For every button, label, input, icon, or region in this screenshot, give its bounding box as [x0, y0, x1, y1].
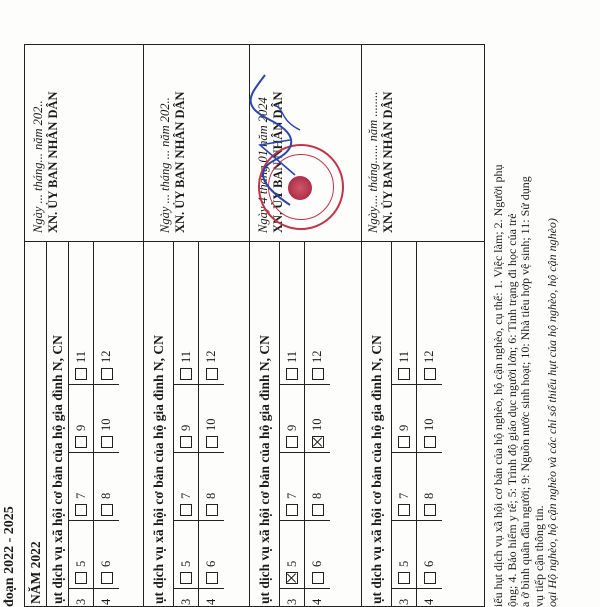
indicator-checkbox[interactable] — [398, 368, 410, 380]
indicator-number: 8 — [310, 492, 324, 499]
indicator-checkbox[interactable] — [206, 436, 218, 448]
indicator-checkbox[interactable] — [101, 504, 113, 516]
indicator-number: 7 — [178, 492, 193, 499]
indicator-row — [174, 242, 199, 606]
indicator-checkbox[interactable] — [101, 436, 113, 448]
indicator-number: 11 — [396, 350, 411, 363]
certifier-title: XN. ỦY BAN NHÂN DÂN — [381, 91, 395, 233]
indicator-number: 6 — [99, 560, 113, 567]
indicator-checkbox[interactable] — [180, 504, 192, 516]
indicator-number: 9 — [396, 424, 411, 431]
indicator-row — [69, 242, 94, 606]
indicator-checkbox[interactable] — [75, 572, 87, 584]
indicator-checkbox[interactable] — [424, 436, 436, 448]
checklist-column — [25, 241, 484, 606]
indicator-number: 11 — [284, 350, 299, 363]
indicator-number: 11 — [178, 350, 193, 363]
indicator-checkbox[interactable] — [75, 436, 87, 448]
indicator-number: 4 — [310, 598, 324, 605]
year-block-2022 — [25, 242, 119, 606]
indicator-number: 11 — [73, 350, 88, 363]
footnote-line: vụ tiếp cận thông tin. — [531, 505, 546, 607]
indicator-checkbox[interactable] — [206, 572, 218, 584]
indicator-checkbox[interactable] — [286, 504, 298, 516]
block-header: ụt dịch vụ xã hội cơ bản của hộ gia đình N, CN — [47, 242, 69, 606]
indicator-row — [392, 242, 417, 606]
indicator-checkbox[interactable] — [101, 572, 113, 584]
indicator-number: 5 — [396, 560, 411, 567]
indicator-checkbox[interactable] — [424, 368, 436, 380]
certification-date: Ngày ... tháng... năm 202.. — [31, 100, 45, 233]
indicator-number: 12 — [422, 350, 436, 363]
certifier-title: XN. ỦY BAN NHÂN DÂN — [173, 91, 187, 233]
block-header: ụt dịch vụ xã hội cơ bản của hộ gia đình N, CN — [250, 242, 280, 606]
certification-date: Ngày ... tháng ... năm 202.. — [158, 97, 172, 233]
indicator-number: 4 — [99, 598, 113, 605]
year-block — [249, 242, 330, 606]
indicator-number: 9 — [178, 424, 193, 431]
indicator-checkbox[interactable] — [180, 436, 192, 448]
block-header: ụt dịch vụ xã hội cơ bản của hộ gia đình N, CN — [144, 242, 174, 606]
footnotes — [492, 0, 560, 607]
indicator-checkbox[interactable] — [206, 368, 218, 380]
certification-date: Ngày 4 tháng 01 năm 2024 — [256, 97, 270, 233]
indicator-number: 8 — [99, 492, 113, 499]
indicator-number: 5 — [73, 560, 88, 567]
indicator-number: 4 — [204, 598, 218, 605]
indicator-number: 3 — [396, 598, 411, 605]
indicator-checkbox-checked[interactable] — [286, 572, 298, 584]
indicator-checkbox[interactable] — [101, 368, 113, 380]
footnote-line: oại Hộ nghèo, hộ cận nghèo và các chỉ số thiếu hụt của hộ nghèo, hộ cận nghèo) — [545, 218, 559, 607]
footnote-line: iếu hụt dịch vụ xã hội cơ bản của hộ nghèo, hộ cận nghèo, cụ thể: 1. Việc làm; 2. Người phụ — [491, 164, 505, 607]
handwritten-signature — [240, 65, 315, 215]
indicator-row — [280, 242, 305, 606]
year-label: NĂM 2022 — [25, 242, 47, 606]
indicator-number: 3 — [73, 598, 88, 605]
certifier-title: XN. ỦY BAN NHÂN DÂN — [271, 91, 285, 233]
indicator-number: 10 — [422, 418, 436, 431]
indicator-number: 3 — [284, 598, 299, 605]
indicator-checkbox[interactable] — [206, 504, 218, 516]
indicator-number: 8 — [204, 492, 218, 499]
year-block — [143, 242, 224, 606]
indicator-row — [417, 242, 442, 606]
document-title: đoạn 2022 - 2025 — [2, 506, 17, 607]
indicator-number: 12 — [204, 350, 218, 363]
indicator-number: 4 — [422, 598, 436, 605]
indicator-number: 10 — [310, 418, 324, 431]
indicator-checkbox[interactable] — [398, 436, 410, 448]
indicator-row — [199, 242, 224, 606]
indicator-number: 10 — [204, 418, 218, 431]
indicator-number: 5 — [284, 560, 299, 567]
indicator-checkbox[interactable] — [424, 504, 436, 516]
indicator-checkbox[interactable] — [312, 572, 324, 584]
indicator-number: 8 — [422, 492, 436, 499]
indicator-checkbox[interactable] — [312, 504, 324, 516]
indicator-checkbox[interactable] — [180, 368, 192, 380]
indicator-checkbox[interactable] — [286, 368, 298, 380]
certifier-title: XN. ỦY BAN NHÂN DÂN — [46, 91, 60, 233]
indicator-checkbox[interactable] — [75, 504, 87, 516]
indicator-checkbox[interactable] — [75, 368, 87, 380]
indicator-number: 7 — [284, 492, 299, 499]
indicator-number: 9 — [284, 424, 299, 431]
indicator-checkbox[interactable] — [398, 504, 410, 516]
indicator-row — [305, 242, 330, 606]
indicator-number: 12 — [99, 350, 113, 363]
indicator-number: 3 — [178, 598, 193, 605]
indicator-number: 6 — [422, 560, 436, 567]
indicator-number: 7 — [396, 492, 411, 499]
indicator-number: 9 — [73, 424, 88, 431]
indicator-checkbox-checked[interactable] — [312, 436, 324, 448]
indicator-checkbox[interactable] — [312, 368, 324, 380]
indicator-number: 12 — [310, 350, 324, 363]
indicator-checkbox[interactable] — [424, 572, 436, 584]
footnote-line: a ở bình quân đầu người; 9: Nguồn nước sinh hoạt; 10: Nhà tiêu hợp vệ sinh; 11: Sử dụng — [518, 176, 532, 607]
certification-date: Ngày.... tháng...... năm ........ — [366, 91, 380, 233]
indicator-number: 10 — [99, 418, 113, 431]
footnote-line: ộng; 4. Bảo hiểm y tế; 5: Trình độ giáo dục người lớn; 6: Tình trạng đi học của trẻ — [504, 213, 519, 607]
year-block — [361, 242, 442, 606]
certification-block — [143, 45, 188, 241]
indicator-checkbox[interactable] — [398, 572, 410, 584]
indicator-number: 6 — [310, 560, 324, 567]
block-header: ụt dịch vụ xã hội cơ bản của hộ gia đình N, CN — [362, 242, 392, 606]
indicator-checkbox[interactable] — [180, 572, 192, 584]
indicator-checkbox[interactable] — [286, 436, 298, 448]
indicator-number: 7 — [73, 492, 88, 499]
indicator-number: 5 — [178, 560, 193, 567]
indicator-number: 6 — [204, 560, 218, 567]
certification-block — [31, 45, 61, 241]
certification-block — [361, 45, 396, 241]
indicator-row — [94, 242, 119, 606]
